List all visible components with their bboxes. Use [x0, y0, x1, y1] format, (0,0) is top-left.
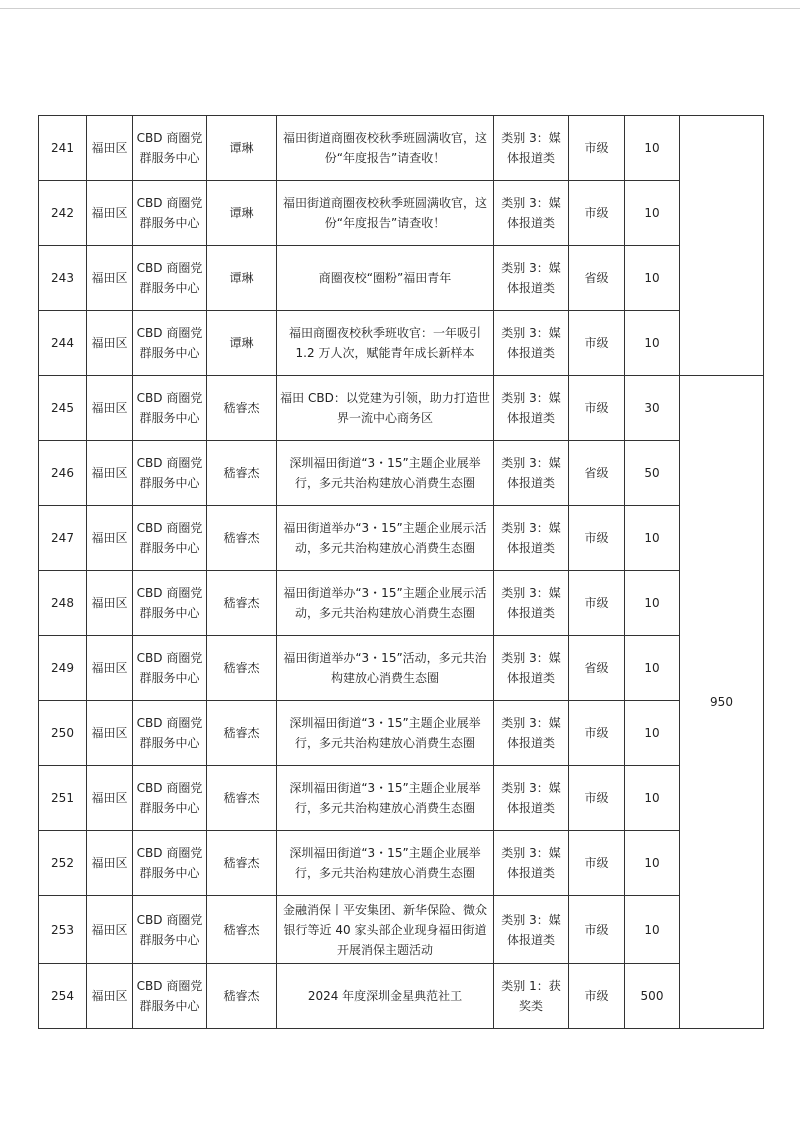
level-cell: 市级: [569, 571, 625, 636]
level-cell: 市级: [569, 896, 625, 964]
person-cell: 嵇睿杰: [207, 636, 277, 701]
score-cell: 10: [625, 831, 680, 896]
district-cell: 福田区: [87, 896, 133, 964]
table-row: [39, 376, 764, 441]
report-title-cell: 商圈夜校“圈粉”福田青年: [277, 246, 494, 311]
level-cell: 省级: [569, 441, 625, 506]
category-cell: 类别 3：媒体报道类: [494, 246, 569, 311]
table-row: [39, 441, 764, 506]
level-cell: 市级: [569, 766, 625, 831]
table-row: [39, 246, 764, 311]
report-title-cell: 福田街道商圈夜校秋季班圆满收官，这份“年度报告”请查收！: [277, 181, 494, 246]
report-title-cell: 金融消保丨平安集团、新华保险、微众银行等近 40 家头部企业现身福田街道开展消保主题活动: [277, 896, 494, 964]
person-cell: 谭琳: [207, 181, 277, 246]
score-cell: 50: [625, 441, 680, 506]
row-number: 242: [39, 181, 87, 246]
score-cell: 30: [625, 376, 680, 441]
category-cell: 类别 3：媒体报道类: [494, 376, 569, 441]
level-cell: 市级: [569, 506, 625, 571]
level-cell: 市级: [569, 964, 625, 1029]
score-cell: 10: [625, 571, 680, 636]
organization-cell: CBD 商圈党群服务中心: [133, 831, 207, 896]
report-title-cell: 福田街道举办“3・15”主题企业展示活动，多元共治构建放心消费生态圈: [277, 506, 494, 571]
row-number: 250: [39, 701, 87, 766]
table-row: [39, 571, 764, 636]
report-title-cell: 福田 CBD：以党建为引领，助力打造世界一流中心商务区: [277, 376, 494, 441]
level-cell: 省级: [569, 636, 625, 701]
organization-cell: CBD 商圈党群服务中心: [133, 246, 207, 311]
row-number: 246: [39, 441, 87, 506]
level-cell: 市级: [569, 311, 625, 376]
category-cell: 类别 3：媒体报道类: [494, 506, 569, 571]
district-cell: 福田区: [87, 964, 133, 1029]
row-number: 252: [39, 831, 87, 896]
organization-cell: CBD 商圈党群服务中心: [133, 311, 207, 376]
score-cell: 10: [625, 506, 680, 571]
district-cell: 福田区: [87, 766, 133, 831]
row-number: 253: [39, 896, 87, 964]
table-row: [39, 311, 764, 376]
page-top-rule: [0, 8, 800, 9]
report-title-cell: 福田街道举办“3・15”主题企业展示活动，多元共治构建放心消费生态圈: [277, 571, 494, 636]
score-cell: 10: [625, 181, 680, 246]
district-cell: 福田区: [87, 246, 133, 311]
person-cell: 嵇睿杰: [207, 441, 277, 506]
table-row: [39, 766, 764, 831]
level-cell: 市级: [569, 181, 625, 246]
table-row: [39, 506, 764, 571]
organization-cell: CBD 商圈党群服务中心: [133, 441, 207, 506]
group-total-cell: 950: [680, 376, 764, 1029]
score-cell: 10: [625, 636, 680, 701]
person-cell: 嵇睿杰: [207, 506, 277, 571]
report-title-cell: 深圳福田街道“3・15”主题企业展举行，多元共治构建放心消费生态圈: [277, 441, 494, 506]
score-cell: 10: [625, 246, 680, 311]
level-cell: 省级: [569, 246, 625, 311]
level-cell: 市级: [569, 831, 625, 896]
score-cell: 10: [625, 311, 680, 376]
organization-cell: CBD 商圈党群服务中心: [133, 116, 207, 181]
person-cell: 嵇睿杰: [207, 376, 277, 441]
category-cell: 类别 3：媒体报道类: [494, 896, 569, 964]
table-row: [39, 701, 764, 766]
report-title-cell: 2024 年度深圳金星典范社工: [277, 964, 494, 1029]
category-cell: 类别 3：媒体报道类: [494, 831, 569, 896]
row-number: 241: [39, 116, 87, 181]
score-cell: 10: [625, 896, 680, 964]
report-title-cell: 深圳福田街道“3・15”主题企业展举行，多元共治构建放心消费生态圈: [277, 831, 494, 896]
district-cell: 福田区: [87, 571, 133, 636]
organization-cell: CBD 商圈党群服务中心: [133, 896, 207, 964]
records-table: [38, 115, 764, 1029]
organization-cell: CBD 商圈党群服务中心: [133, 701, 207, 766]
row-number: 249: [39, 636, 87, 701]
row-number: 243: [39, 246, 87, 311]
score-cell: 10: [625, 766, 680, 831]
organization-cell: CBD 商圈党群服务中心: [133, 766, 207, 831]
district-cell: 福田区: [87, 311, 133, 376]
district-cell: 福田区: [87, 636, 133, 701]
category-cell: 类别 3：媒体报道类: [494, 116, 569, 181]
category-cell: 类别 3：媒体报道类: [494, 311, 569, 376]
category-cell: 类别 3：媒体报道类: [494, 636, 569, 701]
category-cell: 类别 3：媒体报道类: [494, 766, 569, 831]
level-cell: 市级: [569, 701, 625, 766]
person-cell: 谭琳: [207, 311, 277, 376]
row-number: 251: [39, 766, 87, 831]
score-cell: 500: [625, 964, 680, 1029]
table-row: [39, 964, 764, 1029]
district-cell: 福田区: [87, 701, 133, 766]
row-number: 245: [39, 376, 87, 441]
report-title-cell: 福田街道举办“3・15”活动，多元共治构建放心消费生态圈: [277, 636, 494, 701]
level-cell: 市级: [569, 376, 625, 441]
organization-cell: CBD 商圈党群服务中心: [133, 506, 207, 571]
district-cell: 福田区: [87, 116, 133, 181]
organization-cell: CBD 商圈党群服务中心: [133, 376, 207, 441]
table-row: [39, 896, 764, 964]
report-title-cell: 深圳福田街道“3・15”主题企业展举行，多元共治构建放心消费生态圈: [277, 701, 494, 766]
person-cell: 嵇睿杰: [207, 571, 277, 636]
district-cell: 福田区: [87, 831, 133, 896]
table-row: [39, 831, 764, 896]
district-cell: 福田区: [87, 181, 133, 246]
district-cell: 福田区: [87, 376, 133, 441]
person-cell: 嵇睿杰: [207, 701, 277, 766]
group-total-cell-empty: [680, 116, 764, 376]
category-cell: 类别 3：媒体报道类: [494, 701, 569, 766]
district-cell: 福田区: [87, 441, 133, 506]
row-number: 247: [39, 506, 87, 571]
person-cell: 嵇睿杰: [207, 766, 277, 831]
organization-cell: CBD 商圈党群服务中心: [133, 964, 207, 1029]
district-cell: 福田区: [87, 506, 133, 571]
row-number: 254: [39, 964, 87, 1029]
person-cell: 嵇睿杰: [207, 896, 277, 964]
category-cell: 类别 3：媒体报道类: [494, 571, 569, 636]
person-cell: 嵇睿杰: [207, 831, 277, 896]
score-cell: 10: [625, 701, 680, 766]
report-title-cell: 福田街道商圈夜校秋季班圆满收官，这份“年度报告”请查收！: [277, 116, 494, 181]
level-cell: 市级: [569, 116, 625, 181]
table-row: [39, 116, 764, 181]
person-cell: 谭琳: [207, 116, 277, 181]
category-cell: 类别 3：媒体报道类: [494, 181, 569, 246]
category-cell: 类别 1：获奖类: [494, 964, 569, 1029]
organization-cell: CBD 商圈党群服务中心: [133, 571, 207, 636]
person-cell: 谭琳: [207, 246, 277, 311]
table-row: [39, 181, 764, 246]
organization-cell: CBD 商圈党群服务中心: [133, 181, 207, 246]
person-cell: 嵇睿杰: [207, 964, 277, 1029]
row-number: 244: [39, 311, 87, 376]
table-row: [39, 636, 764, 701]
organization-cell: CBD 商圈党群服务中心: [133, 636, 207, 701]
category-cell: 类别 3：媒体报道类: [494, 441, 569, 506]
row-number: 248: [39, 571, 87, 636]
score-cell: 10: [625, 116, 680, 181]
report-title-cell: 深圳福田街道“3・15”主题企业展举行，多元共治构建放心消费生态圈: [277, 766, 494, 831]
report-title-cell: 福田商圈夜校秋季班收官：一年吸引 1.2 万人次，赋能青年成长新样本: [277, 311, 494, 376]
